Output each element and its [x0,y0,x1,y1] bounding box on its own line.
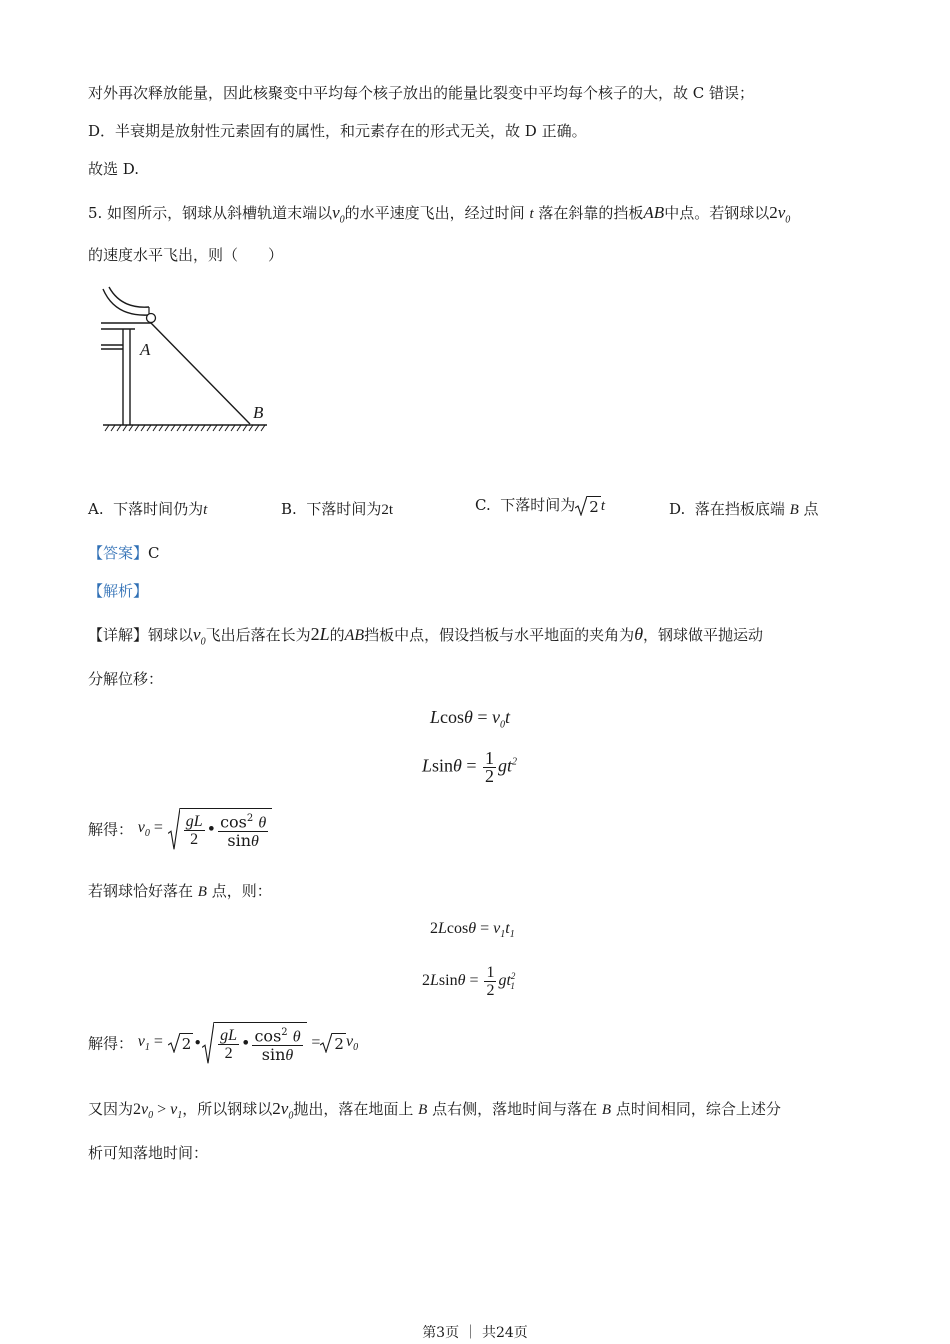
question-5-line-1: 5. 如图所示，钢球从斜槽轨道末端以$v_0$的水平速度飞出，经过时间 t 落在斜靠的挡板AB中点。若钢球以$2v_0$ [88,203,791,226]
label-b: B [253,403,264,422]
detail-line-2: 分解位移： [88,670,164,688]
board-ab [151,323,250,424]
option-c[interactable]: C. 下落时间为 2 t [475,496,605,516]
text-line-3: 故选 D. [88,160,140,178]
equation-1: $Lcos\theta = v_0t$ [430,707,511,731]
solve-1: 解得： $v_0$ = $\frac{gL}{2}$ • $\frac{\cos^2 \theta}{\sin\theta}$ [88,808,272,850]
question-number: 5. [88,204,103,222]
option-a[interactable]: A. 下落时间仍为t [88,500,208,518]
option-d[interactable]: D. 落在挡板底端 B 点 [669,500,819,518]
answer-tag: 【答案】 [88,544,149,562]
option-b[interactable]: B. 下落时间为2t [281,500,394,518]
text-line-1: 对外再次释放能量，因此核聚变中平均每个核子放出的能量比裂变中平均每个核子的大，故 C 错误； [88,84,755,102]
sqrt-v0: $\frac{gL}{2}$ • $\frac{\cos^2 \theta}{\sin\theta}$ [168,808,272,850]
sqrt-symbol: 2 [575,496,601,516]
detail-line-1: 【详解】钢球以$v_0$飞出后落在长为2L的AB挡板中点，假设挡板与水平地面的夹角为θ，钢球做平抛运动 [88,624,764,648]
question-5-line-2: 的速度水平飞出，则（ ） [88,246,284,264]
answer-line [88,542,160,563]
if-b-line: 若钢球恰好落在 B 点，则： [88,882,272,900]
steel-ball [147,314,156,323]
answer-value: C [148,544,160,562]
final-line-2: 析可知落地时间： [88,1144,209,1162]
text-line-2: D．半衰期是放射性元素固有的属性，和元素存在的形式无关，故 D 正确。 [88,122,587,140]
solve-2: 解得： $v_1$ = 2 • $\frac{gL}{2}$ • $\frac{\cos^2 \theta}{\sin\theta}$ = 2 $v_0$ [88,1022,358,1064]
label-a: A [140,340,151,359]
page-footer: 第3页 ｜ 共24页 [422,1325,528,1341]
equation-3: $2Lcos\theta = v_1t_1$ [430,920,515,941]
final-line-1: 又因为$2v_0 > v_1$，所以钢球以$2v_0$抛出，落在地面上 B 点右侧，落地时间与落在 B 点时间相同，综合上述分 [88,1099,781,1122]
equation-2: Lsinθ = $\frac{1}{2}$ $gt^2$ [422,748,518,786]
incline-diagram [95,285,275,435]
equation-4: 2Lsinθ = $\frac{1}{2}$ $gt^2_1$ [422,964,516,999]
detail-tag: 【详解】 [88,626,149,644]
analysis-tag: 【解析】 [88,582,149,600]
